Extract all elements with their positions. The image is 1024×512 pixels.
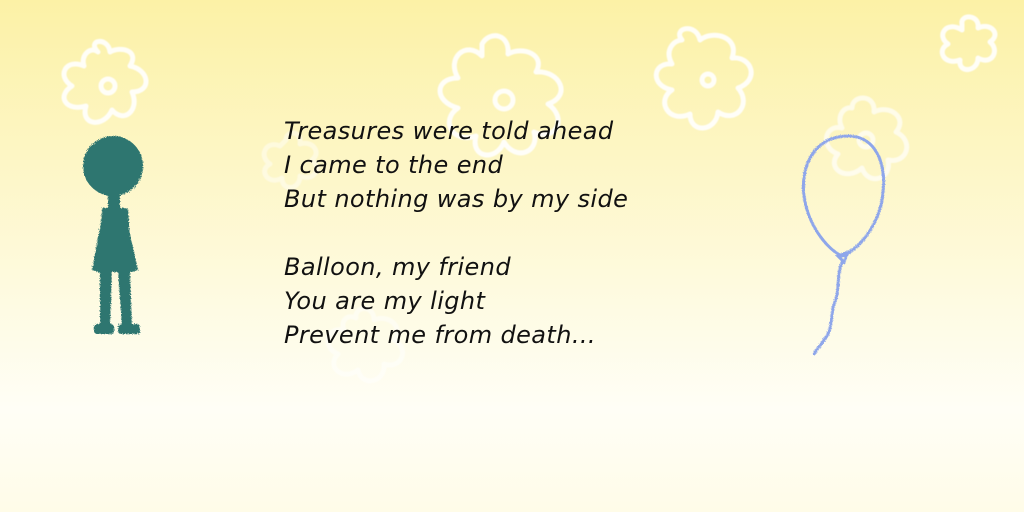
figure-head [83,136,143,196]
figure-left-leg [100,270,112,328]
balloon-icon [792,128,912,358]
poem-line: Treasures were told ahead [284,117,614,145]
figure-right-leg [118,270,132,328]
figure-left-foot [94,324,114,334]
figure-right-foot [118,324,140,334]
flower-doodle-icon [64,41,146,122]
balloon-string [814,262,842,354]
poem-line: But nothing was by my side [284,185,629,213]
flower-doodle-icon [942,17,995,70]
balloon-body [803,136,883,256]
figure-neck [108,192,120,208]
poem-line: I came to the end [284,151,504,179]
stanza-gap [284,216,704,250]
poem-line: Prevent me from death... [284,321,596,349]
poem-text [284,114,704,352]
stick-figure-icon [72,130,162,350]
poem-line: Balloon, my friend [284,253,511,281]
poem-line: You are my light [284,287,486,315]
